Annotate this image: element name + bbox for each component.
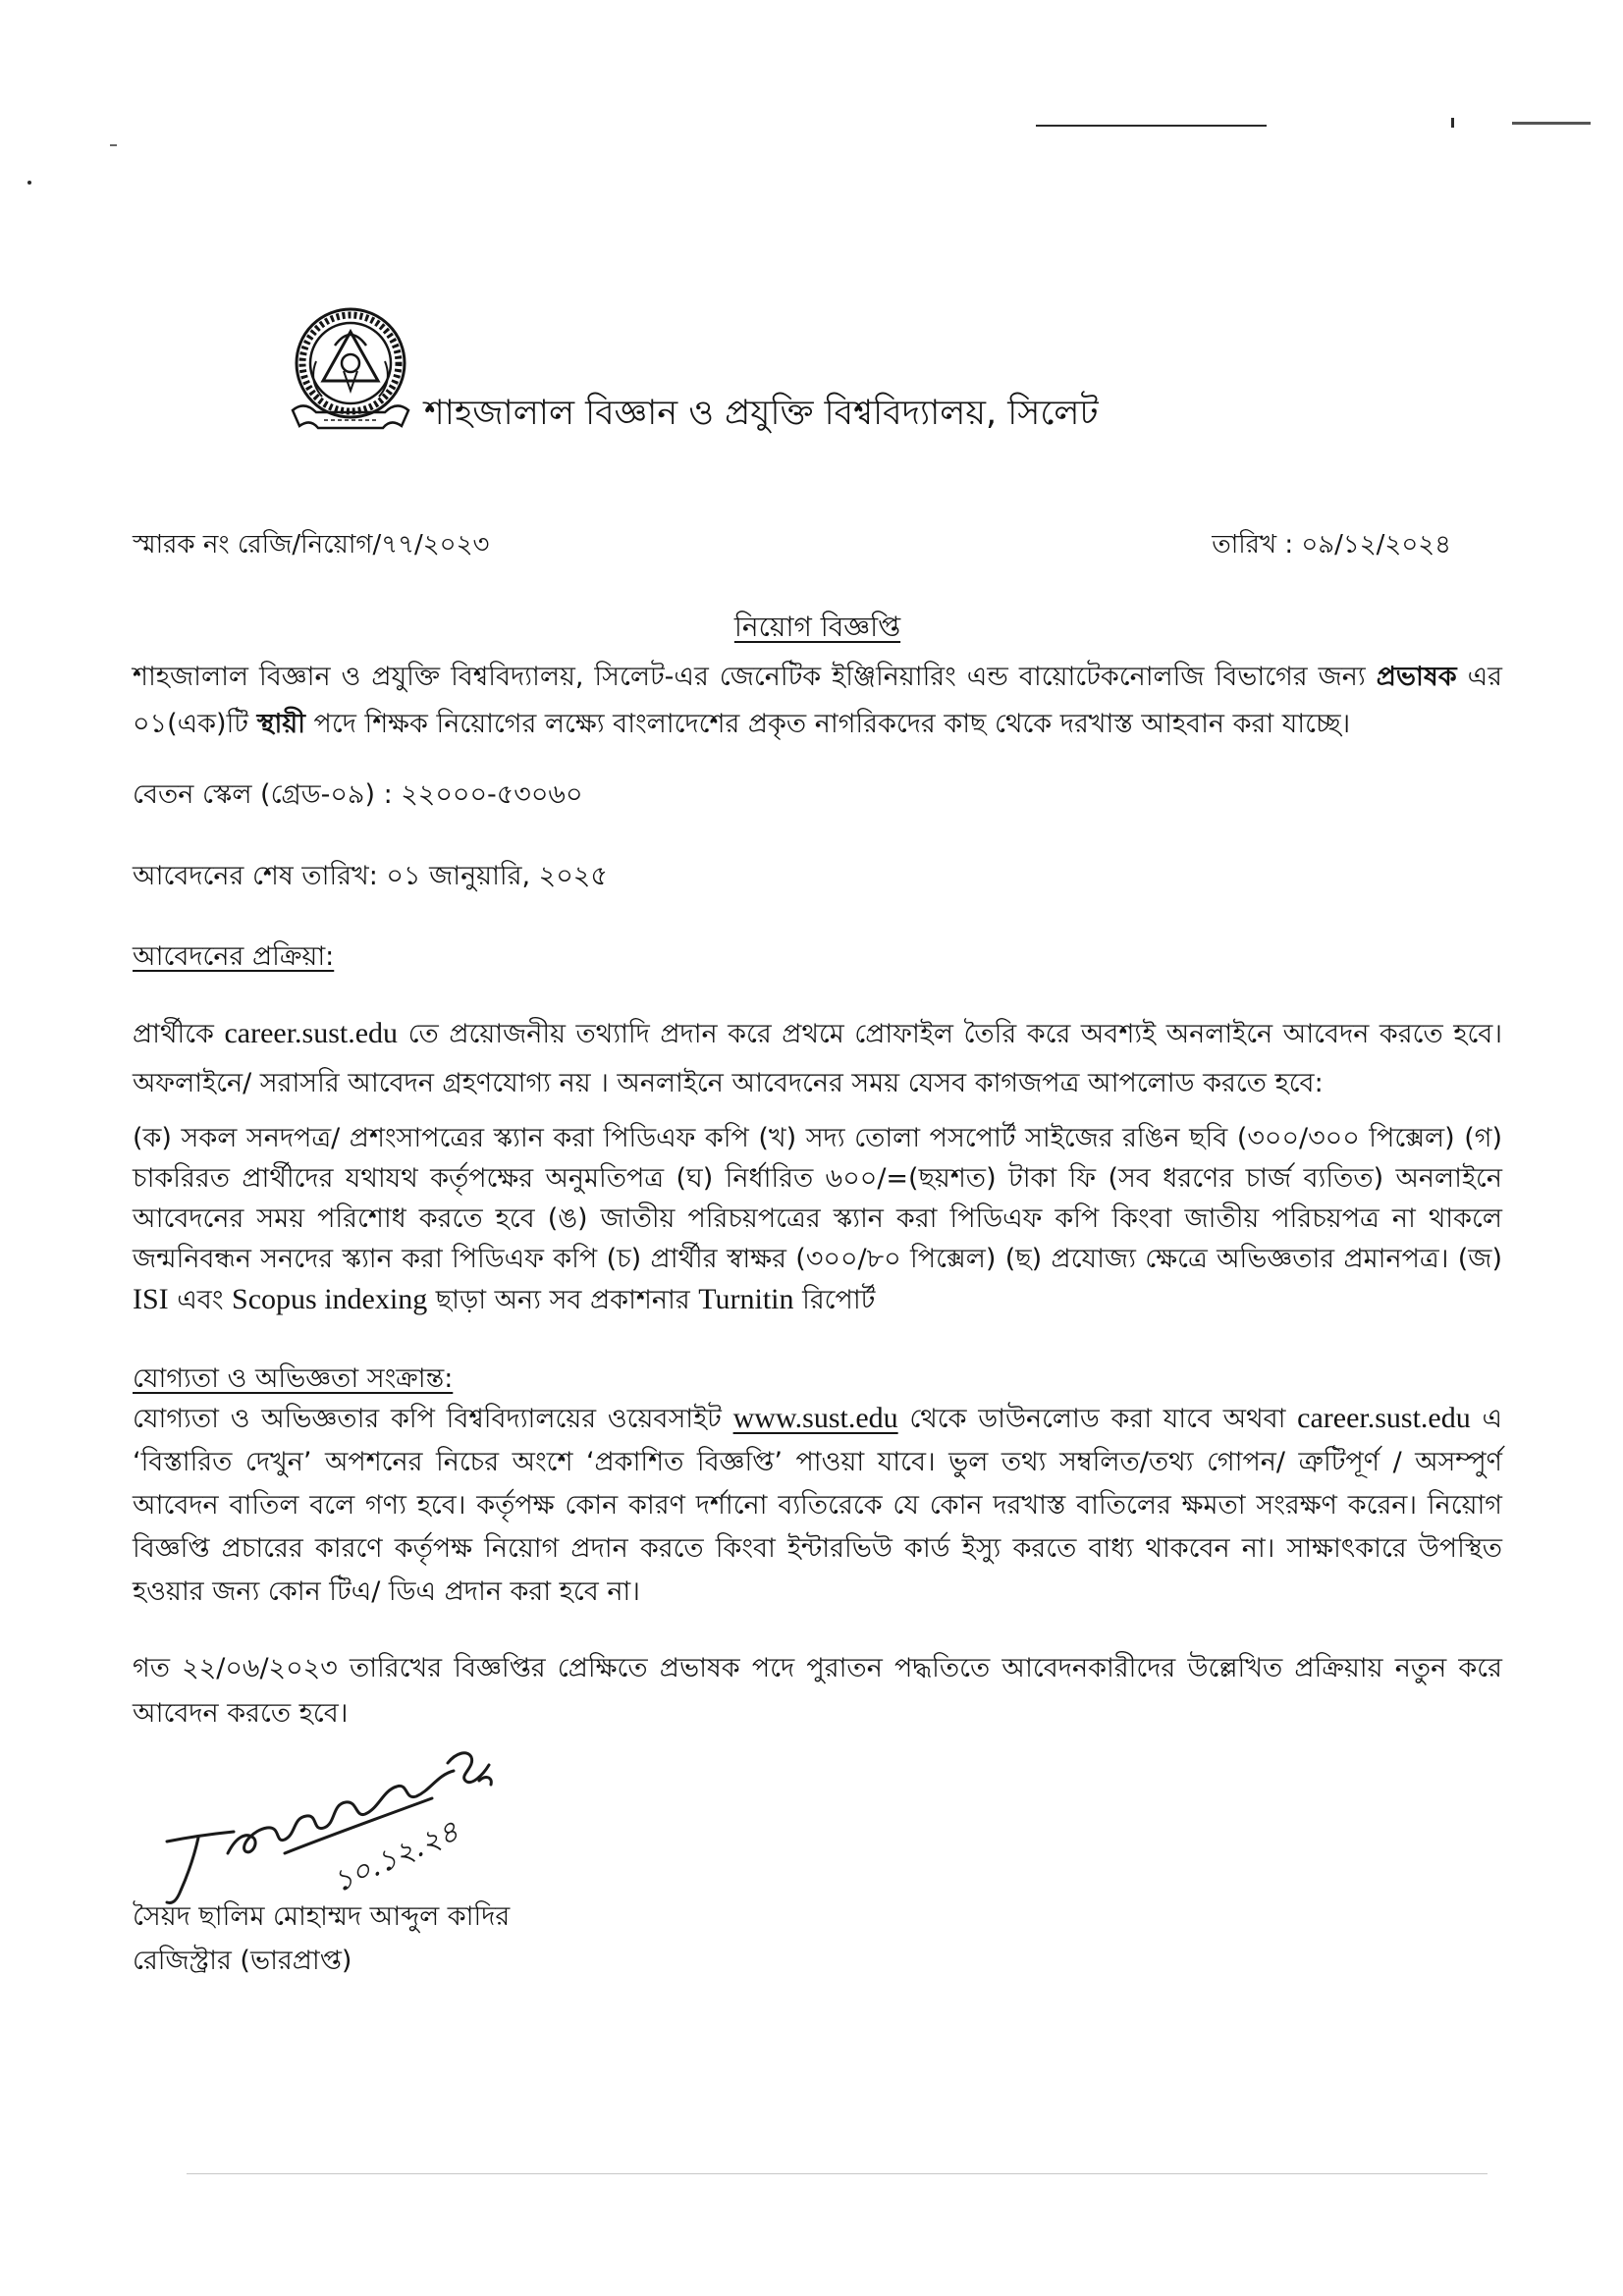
- eligibility-heading-row: [133, 1359, 1502, 1400]
- signature-scribble-icon: [137, 1735, 530, 1922]
- intro-post-type: স্থায়ী: [256, 709, 305, 739]
- process-instructions: [133, 1009, 1502, 1108]
- salary-scale: বেতন স্কেল (গ্রেড-০৯) : ২২০০০-৫৩০৬০: [133, 779, 583, 810]
- signature-date: ১০.১২.২৪: [328, 1814, 464, 1900]
- intro-text: পদে শিক্ষক নিয়োগের লক্ষ্যে বাংলাদেশের প্রকৃত নাগরিকদের কাছ থেকে দরখাস্ত আহবান করা যাচ্ছে।: [304, 709, 1351, 739]
- memo-date: তারিখ : ০৯/১২/২০২৪: [1212, 530, 1451, 560]
- process-heading: আবেদনের প্রক্রিয়া:: [133, 941, 335, 972]
- notice-title-row: [133, 607, 1502, 648]
- scopus-term: Scopus indexing: [232, 1283, 428, 1315]
- documents-text: ছাড়া অন্য সব প্রকাশনার: [427, 1285, 699, 1315]
- scan-edge-line: [1036, 125, 1267, 127]
- handwritten-signature: [137, 1735, 530, 1922]
- scan-dot-mark: [27, 181, 31, 185]
- eligibility-text: যোগ্যতা ও অভিজ্ঞতার কপি বিশ্ববিদ্যালয়ের ওয়েবসাইট: [133, 1404, 733, 1434]
- intro-paragraph: [133, 654, 1502, 748]
- instructions-text: তে প্রয়োজনীয় তথ্যাদি প্রদান করে প্রথমে প্রোফাইল তৈরি করে অবশ্যই অনলাইনে আবেদন করতে হবে। অফলাইনে/ সরাসরি আবেদন গ্রহণযোগ্য নয় । অনলাইনে আবেদনের সময় যেসব কাগজপত্র আপলোড করতে হবে:: [133, 1019, 1502, 1098]
- scan-edge-fragment: [1512, 122, 1591, 125]
- intro-text: এর ০১(এক)টি: [133, 662, 1502, 739]
- isi-term: ISI: [133, 1283, 169, 1315]
- documents-text: রিপোর্ট: [793, 1285, 876, 1315]
- eligibility-paragraph: [133, 1397, 1502, 1614]
- instructions-text: প্রার্থীকে: [133, 1019, 225, 1049]
- reapplication-note: গত ২২/০৬/২০২৩ তারিখের বিজ্ঞপ্তির প্রেক্ষিতে প্রভাষক পদে পুরাতন পদ্ধতিতে আবেদনকারীদের উল্লেখিত প্রক্রিয়ায় নতুন করে আবেদন করতে হবে।: [133, 1653, 1502, 1729]
- application-deadline: আবেদনের শেষ তারিখ: ০১ জানুয়ারি, ২০২৫: [133, 861, 608, 891]
- university-name: শাহজালাল বিজ্ঞান ও প্রযুক্তি বিশ্ববিদ্যালয়, সিলেট: [424, 394, 1099, 433]
- scan-bottom-line: [187, 2173, 1488, 2174]
- signatory-name: সৈয়দ ছালিম মোহাম্মদ আব্দুল কাদির: [133, 1901, 511, 1932]
- signatory-designation: রেজিস্ট্রার (ভারপ্রাপ্ত): [133, 1946, 352, 1976]
- required-documents: [133, 1118, 1502, 1320]
- university-emblem-icon: [287, 302, 414, 442]
- eligibility-text: এ ‘বিস্তারিত দেখুন’ অপশনের নিচের অংশে ‘প্রকাশিত বিজ্ঞপ্তি’ পাওয়া যাবে। ভুল তথ্য সম্বলিত/তথ্য গোপন/ ত্রুটিপূর্ণ / অসম্পুর্ণ আবেদন বাতিল বলে গণ্য হবে। কর্তৃপক্ষ কোন কারণ দর্শানো ব্যতিরেকে যে কোন দরখাস্ত বাতিলের ক্ষমতা সংরক্ষণ করেন। নিয়োগ বিজ্ঞপ্তি প্রচারের কারণে কর্তৃপক্ষ নিয়োগ প্রদান করতে কিংবা ইন্টারভিউ কার্ড ইস্যু করতে বাধ্য থাকবেন না। সাক্ষাৎকারে উপস্থিত হওয়ার জন্য কোন টিএ/ ডিএ প্রদান করা হবে না।: [133, 1404, 1502, 1607]
- notice-title: নিয়োগ বিজ্ঞপ্তি: [733, 611, 901, 643]
- process-heading-row: [133, 935, 1502, 979]
- university-website-url: www.sust.edu: [732, 1402, 898, 1434]
- intro-text: শাহজালাল বিজ্ঞান ও প্রযুক্তি বিশ্ববিদ্যালয়, সিলেট-এর জেনেটিক ইঞ্জিনিয়ারিং এন্ড বায়োটেকনোলজি বিভাগের জন্য: [133, 662, 1377, 692]
- turnitin-term: Turnitin: [698, 1283, 794, 1315]
- memo-reference: স্মারক নং রেজি/নিয়োগ/৭৭/২০২৩: [133, 530, 490, 560]
- career-site-url: career.sust.edu: [224, 1017, 399, 1049]
- scan-dash-mark: [110, 144, 117, 146]
- career-site-url: career.sust.edu: [1297, 1402, 1471, 1434]
- university-logo: [287, 302, 414, 442]
- scan-edge-mark: [1451, 118, 1454, 128]
- documents-text: (ক) সকল সনদপত্র/ প্রশংসাপত্রের স্ক্যান করা পিডিএফ কপি (খ) সদ্য তোলা পসপোর্ট সাইজের রঙিন ছবি (৩০০/৩০০ পিক্সেল) (গ) চাকরিরত প্রার্থীদের যথাযথ কর্তৃপক্ষের অনুমতিপত্র (ঘ) নির্ধারিত ৬০০/=(ছয়শত) টাকা ফি (সব ধরণের চার্জ ব্যতিত) অনলাইনে আবেদনের সময় পরিশোধ করতে হবে (ঙ) জাতীয় পরিচয়পত্রের স্ক্যান করা পিডিএফ কপি কিংবা জাতীয় পরিচয়পত্র না থাকলে জন্মনিবন্ধন সনদের স্ক্যান করা পিডিএফ কপি (চ) প্রার্থীর স্বাক্ষর (৩০০/৮০ পিক্সেল) (ছ) প্রযোজ্য ক্ষেত্রে অভিজ্ঞতার প্রমানপত্র। (জ): [133, 1123, 1502, 1274]
- documents-text: এবং: [168, 1285, 233, 1315]
- eligibility-text: থেকে ডাউনলোড করা যাবে অথবা: [897, 1404, 1298, 1434]
- intro-position: প্রভাষক: [1376, 662, 1457, 692]
- eligibility-heading: যোগ্যতা ও অভিজ্ঞতা সংক্রান্ত:: [133, 1363, 454, 1394]
